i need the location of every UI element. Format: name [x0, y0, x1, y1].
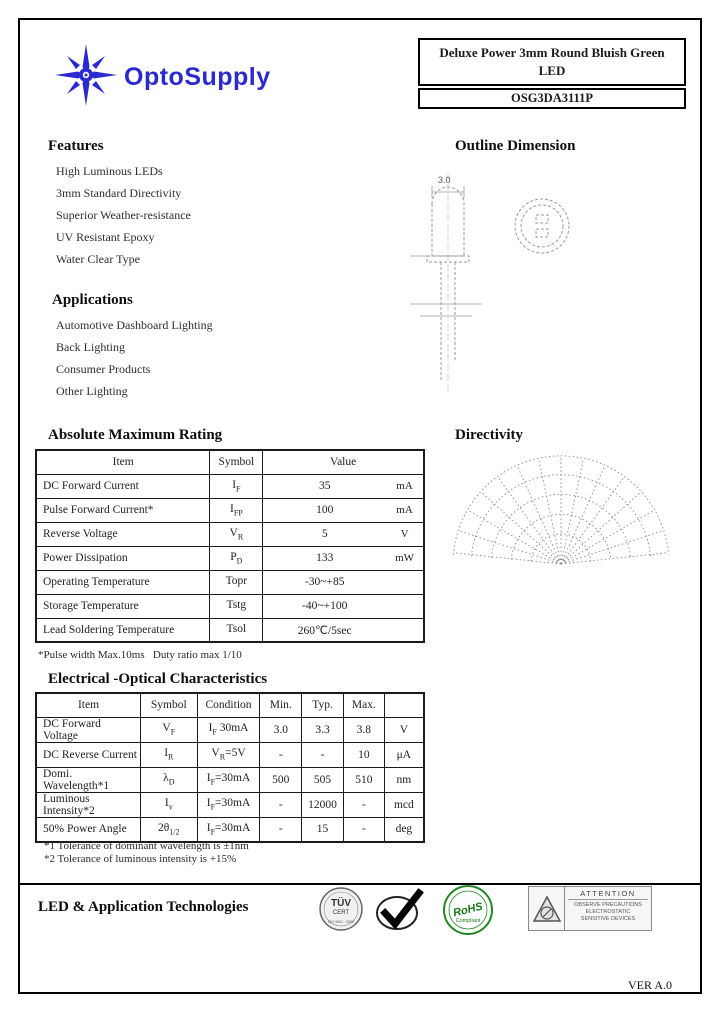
amr-value: -30~+85 [263, 570, 386, 594]
amr-value: 100 [263, 498, 386, 522]
amr-unit: mA [386, 498, 424, 522]
eo-typ: 12000 [302, 792, 344, 817]
eo-footnote-1: *1 Tolerance of dominant wavelength is ±1nm [44, 840, 249, 852]
amr-symbol: Topr [210, 570, 263, 594]
rohs-label: RoHS [452, 900, 484, 920]
outline-dimension-heading: Outline Dimension [455, 138, 576, 154]
table-row [36, 546, 424, 570]
application-item: Back Lighting [56, 340, 125, 354]
amr-unit: mW [386, 546, 424, 570]
features-list [56, 160, 191, 270]
table-row [36, 522, 424, 546]
amr-item: Storage Temperature [36, 594, 210, 618]
attention-title: ATTENTION [568, 889, 648, 900]
footer-tagline: LED & Application Technologies [38, 899, 249, 915]
eo-min: - [260, 792, 302, 817]
eo-min: 500 [260, 767, 302, 792]
amr-value: -40~+100 [263, 594, 386, 618]
amr-item: DC Forward Current [36, 474, 210, 498]
optosupply-starburst-icon [54, 42, 118, 113]
eo-max: - [343, 817, 384, 842]
eo-item: DC Reverse Current [36, 742, 140, 767]
eo-condition: $I_F=30mA$ [197, 792, 260, 817]
table-header-row [36, 693, 424, 717]
amr-item: Lead Soldering Temperature [36, 618, 210, 642]
eo-max: 3.8 [343, 717, 384, 742]
eo-max: 10 [343, 742, 384, 767]
eo-condition: $I_F$ 30mA [197, 717, 260, 742]
feature-item: UV Resistant Epoxy [56, 230, 155, 244]
eo-item: 50% Power Angle [36, 817, 140, 842]
outline-drawing [392, 164, 602, 404]
eo-min: - [260, 817, 302, 842]
column-header: Item [36, 693, 140, 717]
table-row [36, 767, 424, 792]
amr-symbol: $I_{FP}$ [210, 498, 263, 522]
tuv-label: TÜV [331, 898, 351, 909]
logo-wordmark: OptoSupply [124, 63, 271, 91]
eo-typ: 15 [302, 817, 344, 842]
version-label: VER A.0 [628, 978, 673, 992]
part-number: OSG3DA3111P [418, 88, 686, 109]
feature-item: Water Clear Type [56, 252, 140, 266]
applications-heading: Applications [52, 292, 133, 308]
table-row [36, 594, 424, 618]
tuv-iso-label: ISO 9001 : 2000 [327, 920, 355, 924]
amr-item: Reverse Voltage [36, 522, 210, 546]
eo-unit: deg [384, 817, 424, 842]
table-row [36, 792, 424, 817]
electrical-optical-table [35, 692, 425, 843]
eo-symbol: $2\theta_{1/2}$ [140, 817, 197, 842]
eo-typ: 505 [302, 767, 344, 792]
feature-item: High Luminous LEDs [56, 164, 163, 178]
feature-item: 3mm Standard Directivity [56, 186, 182, 200]
amr-item: Pulse Forward Current* [36, 498, 210, 522]
eo-symbol: $I_v$ [140, 792, 197, 817]
column-header: Min. [260, 693, 302, 717]
eo-symbol: $I_R$ [140, 742, 197, 767]
application-item: Other Lighting [56, 384, 128, 398]
column-header: Typ. [302, 693, 344, 717]
directivity-chart [446, 446, 678, 576]
absolute-maximum-rating-table [35, 449, 425, 643]
checkmark-cert-logo [374, 888, 424, 937]
eo-condition: $I_F=30mA$ [197, 817, 260, 842]
amr-symbol: Tstg [210, 594, 263, 618]
column-header: Symbol [140, 693, 197, 717]
amr-footnote: *Pulse width Max.10ms Duty ratio max 1/10 [38, 649, 242, 661]
esd-attention-box [528, 886, 652, 931]
eo-unit: nm [384, 767, 424, 792]
column-header: Symbol [210, 450, 263, 474]
amr-value: 35 [263, 474, 386, 498]
features-heading: Features [48, 138, 104, 154]
amr-item: Power Dissipation [36, 546, 210, 570]
table-row [36, 570, 424, 594]
eo-item: Domi. Wavelength*1 [36, 767, 140, 792]
eo-max: - [343, 792, 384, 817]
eo-typ: 3.3 [302, 717, 344, 742]
column-header: Item [36, 450, 210, 474]
eo-unit: V [384, 717, 424, 742]
directivity-heading: Directivity [455, 427, 524, 443]
table-row [36, 498, 424, 522]
application-item: Consumer Products [56, 362, 151, 376]
table-row [36, 817, 424, 842]
eo-condition: $V_R=5V$ [197, 742, 260, 767]
eo-footnote-2: *2 Tolerance of luminous intensity is +15% [44, 853, 237, 865]
footer-divider [20, 883, 700, 885]
eo-typ: - [302, 742, 344, 767]
eo-condition: $I_F=30mA$ [197, 767, 260, 792]
eo-item: DC Forward Voltage [36, 717, 140, 742]
esd-attention-text: ATTENTION OBSERVE PRECAUTIONS ELECTROSTATIC SENSITIVE DEVICES [565, 887, 651, 930]
feature-item: Superior Weather-resistance [56, 208, 191, 222]
column-header: Max. [343, 693, 384, 717]
table-row [36, 742, 424, 767]
amr-unit [386, 570, 424, 594]
amr-unit [386, 618, 424, 642]
document-title: Deluxe Power 3mm Round Bluish Green LED [418, 38, 686, 86]
eo-item: Luminous Intensity*2 [36, 792, 140, 817]
amr-symbol: Tsol [210, 618, 263, 642]
tuv-cert-logo [318, 886, 364, 937]
eo-unit: μA [384, 742, 424, 767]
rohs-compliant-label: Compliant [455, 918, 481, 924]
amr-value: 133 [263, 546, 386, 570]
eo-symbol: $\lambda_D$ [140, 767, 197, 792]
esd-warning-icon [529, 887, 565, 930]
optosupply-logo [54, 42, 271, 113]
column-header [384, 693, 424, 717]
amr-symbol: $P_D$ [210, 546, 263, 570]
amr-unit: V [386, 522, 424, 546]
eo-symbol: $V_F$ [140, 717, 197, 742]
column-header: Value [263, 450, 424, 474]
amr-item: Operating Temperature [36, 570, 210, 594]
amr-symbol: $I_F$ [210, 474, 263, 498]
eo-unit: mcd [384, 792, 424, 817]
table-row [36, 717, 424, 742]
rohs-logo [442, 884, 494, 941]
table-row [36, 474, 424, 498]
column-header: Condition [197, 693, 260, 717]
outline-dimension-label: 3.0 [438, 175, 451, 185]
table-row [36, 618, 424, 642]
amr-value: 5 [263, 522, 386, 546]
tuv-cert-label: CERT [332, 910, 350, 916]
amr-symbol: $V_R$ [210, 522, 263, 546]
amr-unit [386, 594, 424, 618]
applications-list [56, 314, 213, 402]
eo-max: 510 [343, 767, 384, 792]
amr-value: 260℃/5sec [263, 618, 386, 642]
eo-min: 3.0 [260, 717, 302, 742]
table-header-row [36, 450, 424, 474]
electrical-optical-heading: Electrical -Optical Characteristics [48, 671, 268, 687]
amr-unit: mA [386, 474, 424, 498]
application-item: Automotive Dashboard Lighting [56, 318, 213, 332]
eo-min: - [260, 742, 302, 767]
absolute-maximum-rating-heading: Absolute Maximum Rating [48, 427, 223, 443]
